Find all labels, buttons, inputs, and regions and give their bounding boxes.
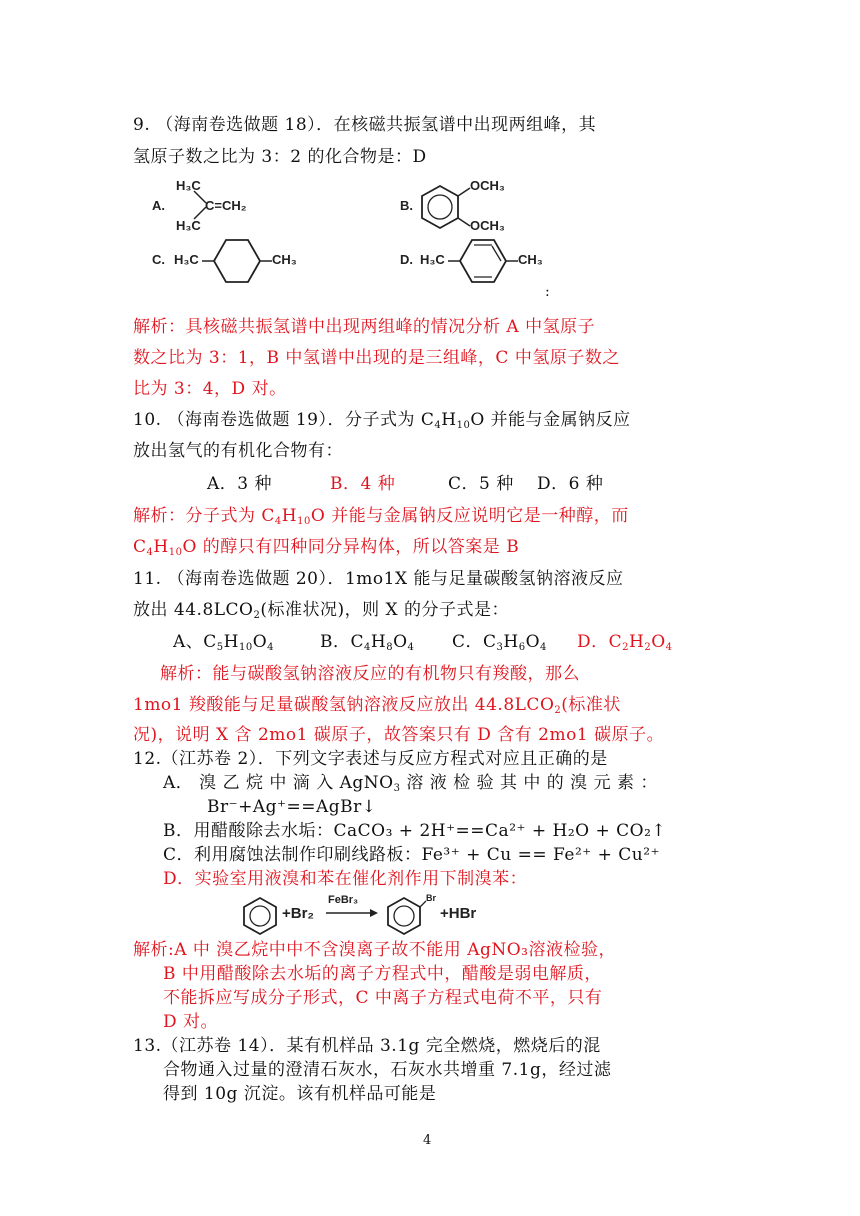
q9-line1: 9. （海南卷选做题 18）．在核磁共振氢谱中出现两组峰，其 <box>133 115 597 135</box>
c-cyclohexane-ring <box>202 234 272 288</box>
q11-analysis-3: 况)，说明 X 含 2mo1 碳原子，故答案只有 D 含有 2mo1 碳原子。 <box>133 725 665 745</box>
eq-benzene-2 <box>384 895 424 935</box>
q12-opt-a1: A． 溴 乙 烷 中 滴 入 AgNO$_3$ 溶 液 检 验 其 中 的 溴 元 素 ： <box>163 773 658 794</box>
q9-analysis-1: 解析：具核磁共振氢谱中出现两组峰的情况分析 A 中氢原子 <box>133 317 596 337</box>
b-och3-bot: OCH₃ <box>470 218 505 233</box>
q11-opt-c: C．$C_3H_6O_4$ <box>452 632 547 653</box>
q11-line1: 11. （海南卷选做题 20）．1mo1X 能与足量碳酸氢钠溶液反应 <box>133 569 624 589</box>
a-h3c-top: H₃C <box>176 178 201 193</box>
q12-analysis-4: D 对。 <box>163 1012 219 1032</box>
q12-opt-b: B．用醋酸除去水垢：CaCO₃ + 2H⁺==Ca²⁺ + H₂O + CO₂↑ <box>163 821 667 841</box>
c-ch3: CH₃ <box>272 252 297 267</box>
opt-c-label: C. <box>152 252 165 267</box>
opt-b-label: B. <box>400 198 413 213</box>
q10-line1: 10. （海南卷选做题 19）．分子式为 $C_4H_{10}O$ 并能与金属钠反应 <box>133 410 631 431</box>
b-och3-top: OCH₃ <box>470 178 505 193</box>
q10-opt-d: D．6 种 <box>537 474 604 494</box>
opt-d-label: D. <box>400 252 413 267</box>
q13-line3: 得到 10g 沉淀。该有机样品可能是 <box>163 1084 437 1104</box>
a-h3c-bot: H₃C <box>176 218 201 233</box>
q9-analysis-3: 比为 3：4，D 对。 <box>133 379 287 399</box>
q10-analysis-1: 解析：分子式为 $C_4H_{10}O$ 并能与金属钠反应说明它是一种醇，而 <box>133 506 629 527</box>
a-bonds <box>190 185 210 225</box>
q9-analysis-2: 数之比为 3：1，B 中氢谱中出现的是三组峰，C 中氢原子数之 <box>133 348 620 368</box>
d-h3c: H₃C <box>420 252 445 267</box>
a-ceq: C=CH₂ <box>205 198 247 213</box>
q12-analysis-3: 不能拆应写成分子形式，C 中离子方程式电荷不平，只有 <box>163 988 603 1008</box>
q10-opt-c: C．5 种 <box>448 474 514 494</box>
q11-opt-d: D．$C_2H_2O_4$ <box>577 632 673 653</box>
opt-a-label: A. <box>152 198 165 213</box>
q10-analysis-2: $C_4H_{10}O$ 的醇只有四种同分异构体，所以答案是 B <box>133 537 520 558</box>
q13-line1: 13.（江苏卷 14）．某有机样品 3.1g 完全燃烧，燃烧后的混 <box>133 1036 601 1056</box>
q12-opt-d: D．实验室用液溴和苯在催化剂作用下制溴苯： <box>163 869 528 889</box>
eq-hbr: +HBr <box>440 905 477 922</box>
q11-opt-b: B．$C_4H_8O_4$ <box>320 632 415 653</box>
q12-line1: 12.（江苏卷 2）．下列文字表述与反应方程式对应且正确的是 <box>133 749 608 769</box>
q12-analysis-2: B 中用醋酸除去水垢的离子方程式中，醋酸是弱电解质， <box>163 964 602 984</box>
q12-opt-a2: Br⁻+Ag⁺==AgBr↓ <box>207 797 377 817</box>
q11-line2: 放出 $44.8LCO_2$(标准状况)，则 X 的分子式是： <box>133 600 510 621</box>
eq-br2: +Br₂ <box>282 905 315 922</box>
page-number: 4 <box>423 1133 432 1148</box>
q12-analysis-1: 解析:A 中 溴乙烷中中不含溴离子故不能用 AgNO₃溶液检验， <box>133 940 617 960</box>
b-benzene-ring <box>418 180 478 240</box>
q9-line2: 氢原子数之比为 3：2 的化合物是：D <box>133 147 427 167</box>
c-h3c: H₃C <box>174 252 199 267</box>
d-benzene-ring <box>448 234 518 288</box>
q11-analysis-1: 解析：能与碳酸氢钠溶液反应的有机物只有羧酸，那么 <box>160 664 580 684</box>
eq-br: Br <box>426 893 437 903</box>
eq-arrow <box>326 908 378 918</box>
eq-catalyst: FeBr₃ <box>328 894 359 906</box>
d-ch3: CH₃ <box>518 252 543 267</box>
eq-benzene-1 <box>240 895 280 935</box>
q11-analysis-2: 1mo1 羧酸能与足量碳酸氢钠溶液反应放出 $44.8LCO_2$(标准状 <box>133 695 621 716</box>
q13-line2: 合物通入过量的澄清石灰水，石灰水共增重 7.1g，经过滤 <box>163 1060 612 1080</box>
colon-mark: : <box>545 284 551 300</box>
q10-line2: 放出氢气的有机化合物有： <box>133 441 343 461</box>
q11-opt-a: A、$C_5H_{10}O_4$ <box>173 632 275 653</box>
q10-opt-a: A．3 种 <box>207 474 272 494</box>
q12-opt-c: C．利用腐蚀法制作印刷线路板：Fe³⁺ + Cu == Fe²⁺ + Cu²⁺ <box>163 845 661 865</box>
q10-opt-b: B．4 种 <box>330 474 396 494</box>
